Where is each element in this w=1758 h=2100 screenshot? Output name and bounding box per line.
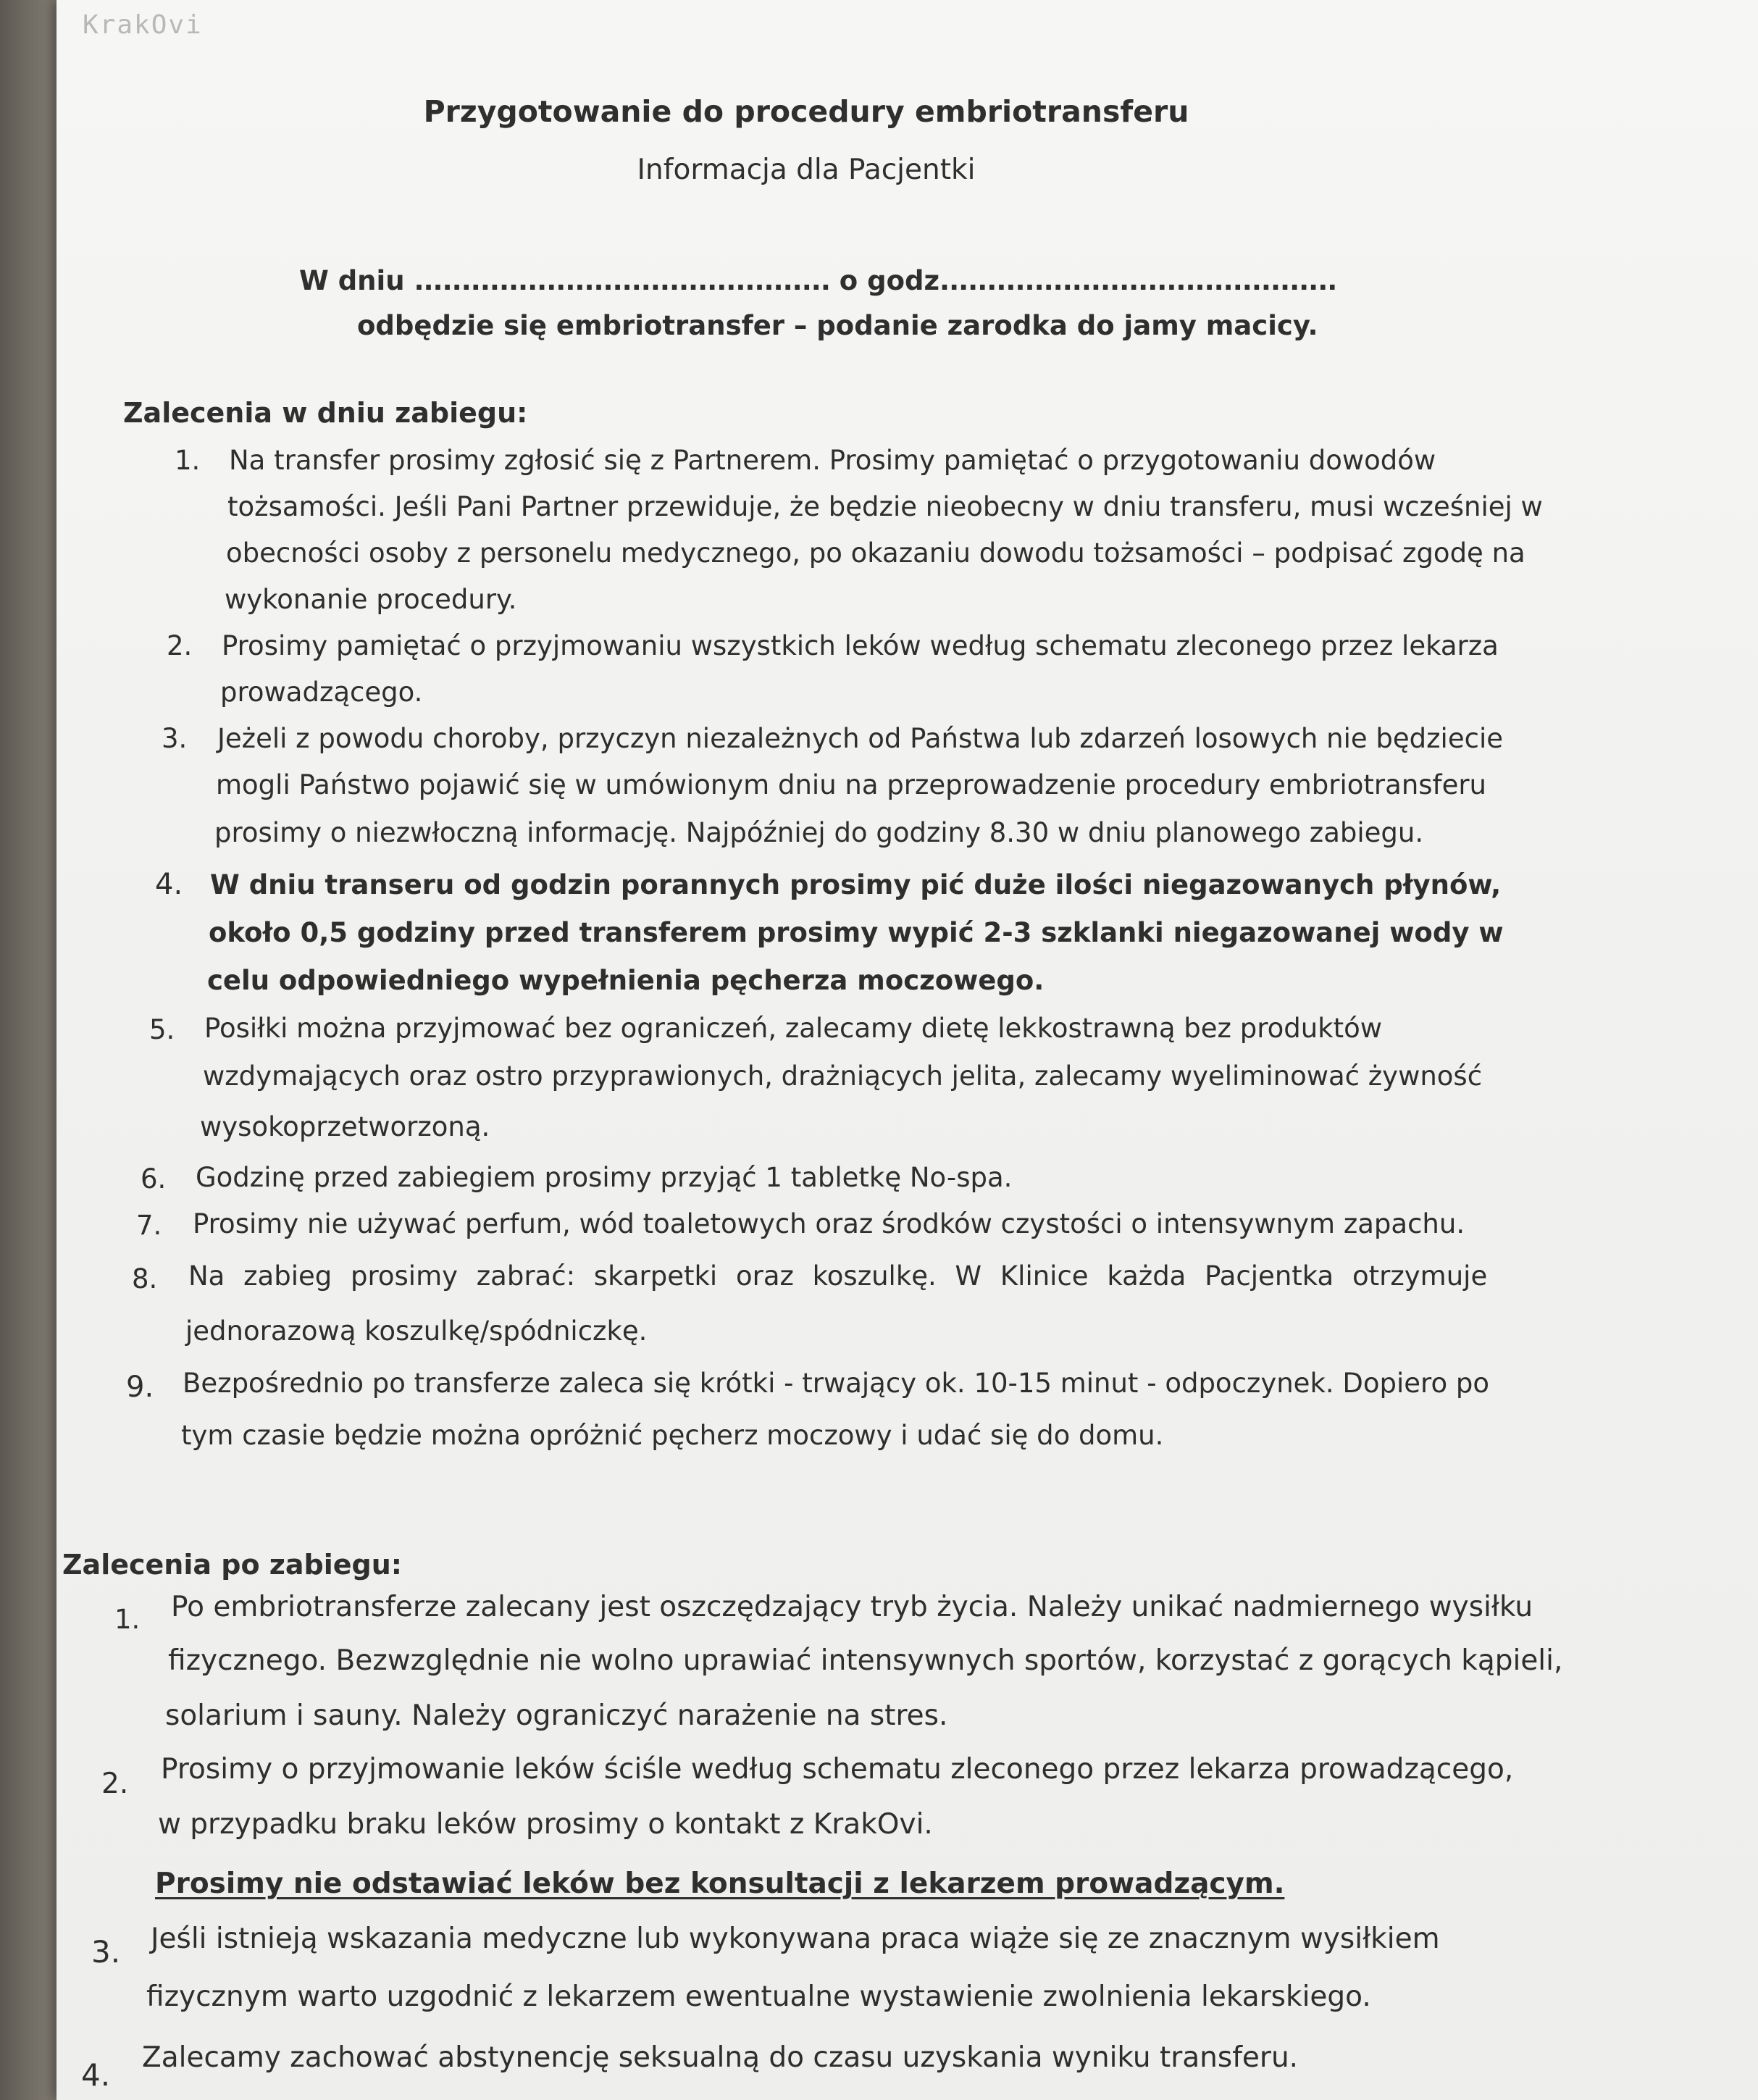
item-line: w przypadku braku leków prosimy o kontakt z KrakOvi.	[158, 1808, 933, 1841]
item-number: 7.	[136, 1210, 162, 1241]
item-line: Bezpośrednio po transferze zaleca się krótki - trwający ok. 10-15 minut - odpoczynek. Dopiero po	[183, 1368, 1489, 1399]
item-line: Prosimy o przyjmowanie leków ściśle według schematu zleconego przez lekarza prowadzącego,	[161, 1753, 1514, 1786]
procedure-line: odbędzie się embriotransfer – podanie zarodka do jamy macicy.	[357, 310, 1318, 341]
item-line: wykonanie procedury.	[225, 584, 517, 615]
item-number: 4.	[81, 2057, 111, 2093]
time-prefix: o godz	[839, 265, 940, 296]
item-number: 9.	[126, 1371, 154, 1404]
item-line: Po embriotransferze zalecany jest oszczędzający tryb życia. Należy unikać nadmiernego wysiłku	[171, 1591, 1533, 1623]
item-number: 1.	[114, 1604, 141, 1635]
section-heading-before: Zalecenia w dniu zabiegu:	[123, 397, 528, 429]
document-sheet	[56, 0, 1758, 2100]
item-number: 3.	[91, 1934, 121, 1970]
item-line: Zalecamy zachować abstynencję seksualną do czasu uzyskania wyniku transferu.	[142, 2041, 1299, 2074]
date-fill-dots: ............................................	[414, 265, 830, 296]
item-number: 8.	[132, 1263, 158, 1294]
item-line: celu odpowiedniego wypełnienia pęcherza moczowego.	[207, 965, 1045, 996]
item-number: 4.	[155, 868, 183, 901]
item-line: Posiłki można przyjmować bez ograniczeń, zalecamy dietę lekkostrawną bez produktów	[204, 1013, 1383, 1044]
item-line: solarium i sauny. Należy ograniczyć narażenie na stres.	[165, 1699, 948, 1732]
document-title: Przygotowanie do procedury embriotransferu	[423, 94, 1189, 129]
item-line: mogli Państwo pojawić się w umówionym dniu na przeprowadzenie procedury embriotransferu	[216, 769, 1486, 800]
section-heading-after: Zalecenia po zabiegu:	[62, 1549, 402, 1581]
item-number: 2.	[101, 1768, 129, 1800]
item-line: obecności osoby z personelu medycznego, po okazaniu dowodu tożsamości – podpisać zgodę na	[226, 537, 1525, 569]
item-line: Na zabieg prosimy zabrać: skarpetki oraz koszulkę. W Klinice każda Pacjentka otrzymuje	[188, 1260, 1488, 1292]
item-number: 2.	[167, 630, 193, 661]
item-line: tym czasie będzie można opróżnić pęcherz moczowy i udać się do domu.	[181, 1420, 1164, 1451]
emphasis-warning: Prosimy nie odstawiać leków bez konsultacji z lekarzem prowadzącym.	[155, 1867, 1285, 1900]
item-line: prowadzącego.	[220, 677, 423, 708]
time-fill-dots: ..........................................	[939, 265, 1337, 296]
item-line: jednorazową koszulkę/spódniczkę.	[185, 1315, 648, 1347]
item-line: fizycznym warto uzgodnić z lekarzem ewentualne wystawienie zwolnienia lekarskiego.	[146, 1980, 1371, 2013]
item-number: 6.	[141, 1163, 167, 1195]
clinic-logo: KrakOvi	[83, 10, 203, 40]
item-line: prosimy o niezwłoczną informację. Najpóźniej do godziny 8.30 w dniu planowego zabiegu.	[214, 817, 1424, 848]
item-number: 3.	[162, 723, 188, 754]
item-line: Prosimy pamiętać o przyjmowaniu wszystkich leków według schematu zleconego przez lekarza	[222, 630, 1499, 661]
appointment-date-line	[299, 265, 1336, 296]
item-line: tożsamości. Jeśli Pani Partner przewiduje, że będzie nieobecny w dniu transferu, musi wcześniej w	[227, 491, 1543, 522]
item-number: 5.	[149, 1014, 175, 1045]
item-line: W dniu transeru od godzin porannych prosimy pić duże ilości niegazowanych płynów,	[210, 869, 1502, 900]
item-number: 1.	[175, 445, 201, 476]
item-line: Jeżeli z powodu choroby, przyczyn niezależnych od Państwa lub zdarzeń losowych nie będziecie	[217, 723, 1503, 754]
document-subtitle: Informacja dla Pacjentki	[637, 154, 976, 186]
item-line: Jeśli istnieją wskazania medyczne lub wykonywana praca wiąże się ze znacznym wysiłkiem	[151, 1923, 1440, 1955]
item-line: około 0,5 godziny przed transferem prosimy wypić 2-3 szklanki niegazowanej wody w	[209, 917, 1504, 948]
date-prefix: W dniu	[299, 265, 405, 296]
item-line: Godzinę przed zabiegiem prosimy przyjąć 1 tabletkę No-spa.	[196, 1162, 1013, 1193]
item-line: Na transfer prosimy zgłosić się z Partnerem. Prosimy pamiętać o przygotowaniu dowodów	[229, 445, 1436, 476]
item-line: Prosimy nie używać perfum, wód toaletowych oraz środków czystości o intensywnym zapachu.	[193, 1208, 1465, 1239]
item-line: wysokoprzetworzoną.	[200, 1111, 490, 1142]
item-line: fizycznego. Bezwzględnie nie wolno uprawiać intensywnych sportów, korzystać z gorących kąpieli,	[168, 1644, 1563, 1677]
item-line: wzdymających oraz ostro przyprawionych, drażniących jelita, zalecamy wyeliminować żywność	[203, 1061, 1483, 1092]
